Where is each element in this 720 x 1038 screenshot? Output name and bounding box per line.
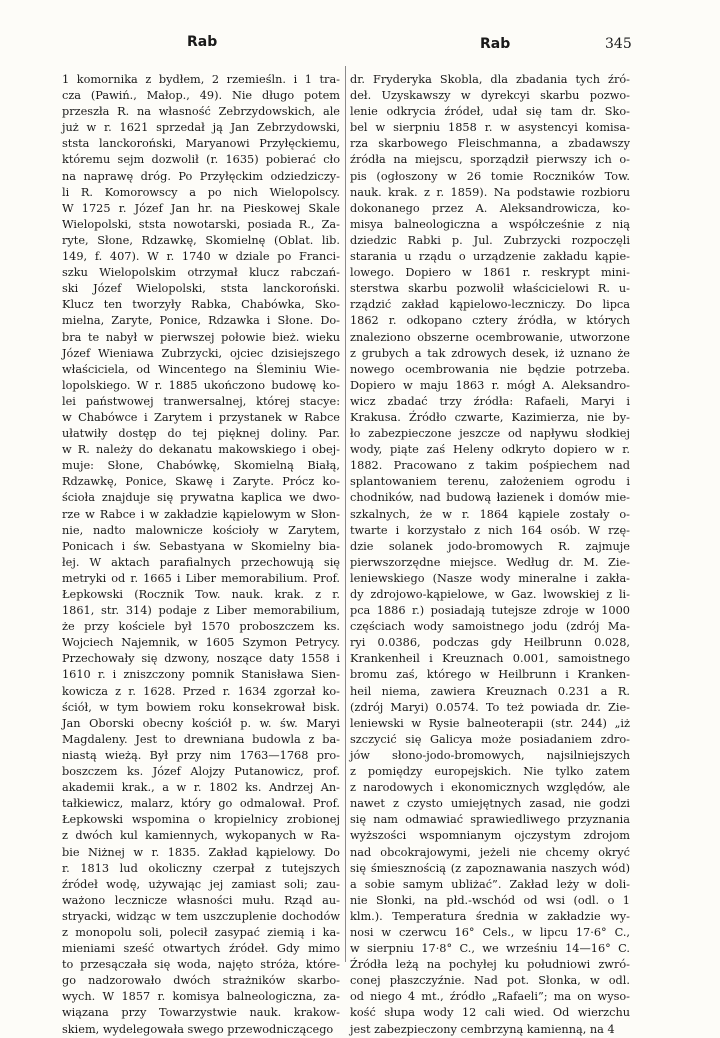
text-line: wody, piąte zaś Heleny odkryto dopiero w r. <box>350 443 630 457</box>
text-line: pierwszorzędne miejsce. Według dr. M. Zie- <box>350 555 630 569</box>
text-line: z grubych a tak zdrowych desek, iż uznano że <box>350 346 630 360</box>
text-line: ski Józef Wielopolski, ststa lanckoroński. <box>62 282 340 296</box>
text-line: 1 komornika z bydłem, 2 rzemieśln. i 1 tra- <box>62 73 340 86</box>
right-text-column <box>350 72 630 1036</box>
text-line: klm.). Temperatura średnia w zakładzie wy- <box>350 909 630 923</box>
running-header <box>0 34 720 56</box>
text-line: Klucz ten tworzyły Rabka, Chabówka, Sko- <box>62 298 340 312</box>
text-line: stryacki, widząc w tem uszczuplenie dochodów <box>62 909 340 923</box>
text-line: tałkiewicz, malarz, który go odmalował. Prof. <box>62 797 340 811</box>
text-line: 1610 r. i zniszczony pomnik Stanisława Sien- <box>62 668 340 682</box>
text-line: że przy kościele był 1570 proboszczem ks. <box>62 620 340 634</box>
text-line: Jan Oborski obecny kościół p. w. św. Maryi <box>62 716 340 730</box>
text-line: li R. Komorowscy a po nich Wielopolscy. <box>62 185 340 199</box>
text-line: (zdrój Maryi) 0.0574. To też powiada dr. Zie- <box>350 700 630 714</box>
text-line: ryte, Słone, Rdzawkę, Skomielnę (Oblat. lib. <box>62 233 340 247</box>
text-line: starania u rządu o urządzenie zakładu kąpie- <box>350 250 630 264</box>
text-line: bromu zaś, którego w Heilbrunn i Kranken- <box>350 668 630 682</box>
text-line: 149, f. 407). W r. 1740 w dziale po Franci- <box>62 250 340 264</box>
text-line: Krankenheil i Kreuznach 0.001, samoistnego <box>350 652 630 666</box>
text-line: rze w Rabce i w zakładzie kąpielowym w Słon- <box>62 507 340 521</box>
text-line: dokonanego przez A. Aleksandrowicza, ko- <box>350 201 630 215</box>
text-line: lei państwowej tranwersalnej, której stacye: <box>62 394 340 408</box>
text-line: Przechowały się dzwony, noszące daty 1558 i <box>62 652 340 666</box>
text-line: leniewskiego (Nasze wody mineralne i zakła- <box>350 571 630 585</box>
text-line: misya balneologiczna a współcześnie z nią <box>350 217 630 231</box>
text-line: szkalnych, że w r. 1864 kąpiele zostały o- <box>350 507 630 521</box>
text-line: Ponicach i św. Sebastyana w Skomielny bia- <box>62 539 340 553</box>
text-line: Magdaleny. Jest to drewniana budowla z ba- <box>62 732 340 746</box>
text-line: Rdzawkę, Ponice, Skawę i Zaryte. Prócz ko- <box>62 475 340 489</box>
left-text-column <box>62 72 340 1036</box>
text-line: się śmiesznością (z zapoznawania naszych wód) <box>350 861 630 875</box>
text-line: lopolskiego. W r. 1885 ukończono budowę ko- <box>62 378 340 392</box>
text-line: właściciela, od Wincentego na Śleminiu Wie- <box>62 362 340 376</box>
text-line: deł. Uzyskawszy w dyrekcyi skarbu pozwo- <box>350 89 630 103</box>
header-center-keyword: Rab <box>480 36 511 52</box>
header-left-keyword: Rab <box>187 34 218 50</box>
text-line: niastą wieżą. Był przy nim 1763—1768 pro- <box>62 748 340 762</box>
text-line: nowego ocembrowania nie będzie potrzeba. <box>350 362 630 376</box>
text-line: mielna, Zaryte, Ponice, Rdzawka i Słone. Do- <box>62 314 340 328</box>
text-line: W 1725 r. Józef Jan hr. na Pieskowej Skale <box>62 201 340 215</box>
text-line: mieniami sześć otwartych źródeł. Gdy mimo <box>62 942 340 956</box>
text-line: nauk. krak. z r. 1859). Na podstawie rozbioru <box>350 185 630 199</box>
text-line: to przesączała się woda, najęto stróża, które- <box>62 958 340 972</box>
text-line: wych. W 1857 r. komisya balneologiczna, za- <box>62 990 340 1004</box>
text-line: nad obcokrajowymi, jeżeli nie chcemy okryć <box>350 845 630 859</box>
text-line: Łepkowski wspomina o kropielnicy zrobionej <box>62 813 340 827</box>
text-line: lenie odkrycia źródeł, udał się tam dr. Sko- <box>350 105 630 119</box>
text-line: nawet z czysto umiejętnych zasad, nie godzi <box>350 797 630 811</box>
text-line: częściach wody samoistnego jodu (zdrój Ma- <box>350 620 630 634</box>
text-line: Krakusa. Źródło czwarte, Kazimierza, nie by- <box>350 410 630 424</box>
text-line: rza skarbowego Fleischmanna, a zbadawszy <box>350 137 630 151</box>
text-line: bra te nabył w pierwszej połowie bież. wieku <box>62 330 340 344</box>
text-line: źródła na miejscu, sporządził pierwszy ich o- <box>350 153 630 167</box>
text-line: w R. należy do dekanatu makowskiego i obej- <box>62 443 340 457</box>
text-line: Wojciech Najemnik, w 1605 Szymon Petrycy. <box>62 636 340 650</box>
text-line: szku Wielopolskim otrzymał klucz rabczań- <box>62 266 340 280</box>
text-line: dy zdrojowo-kąpielowe, w Gaz. lwowskiej z li- <box>350 588 630 601</box>
text-line: kość słupa wody 12 cali wied. Od wierzchu <box>350 1006 630 1020</box>
text-line: na naprawę dróg. Po Przyłęckim odziedziczy- <box>62 169 340 183</box>
text-line: bie Niżnej w r. 1835. Zakład kąpielowy. Do <box>62 845 340 859</box>
text-line: nie Słonki, na płd.-wschód od wsi (odl. o 1 <box>350 893 630 907</box>
text-line: 1861, str. 314) podaje z Liber memorabilium, <box>62 604 340 618</box>
text-line: już w r. 1621 sprzedał ją Jan Zebrzydowski, <box>62 121 340 135</box>
text-line: 1882. Pracowano z takim pośpiechem nad <box>350 459 630 473</box>
text-line: dr. Fryderyka Skobla, dla zbadania tych źró- <box>350 73 630 86</box>
text-line: z monopolu soli, polecił zasypać ziemią i ka- <box>62 925 340 939</box>
text-line: szczycić się Galicya może posiadaniem zdro- <box>350 732 630 746</box>
text-line: z narodowych i ekonomicznych względów, ale <box>350 781 630 795</box>
text-line: Źródła leżą na pochyłej ku południowi zwró- <box>350 958 630 972</box>
text-line: dziedzic Rabki p. Jul. Zubrzycki rozpoczęli <box>350 233 630 247</box>
text-line: z dwóch kul kamiennych, wykopanych w Ra- <box>62 829 340 843</box>
text-line: jest zabezpieczony cembrzyną kamienną, na 4 <box>350 1022 615 1036</box>
text-line: Wielopolski, ststa nowotarski, posiada R., Za- <box>62 217 340 231</box>
text-line: nosi w czerwcu 16° Cels., w lipcu 17·6° C., <box>350 925 630 939</box>
text-line: w sierpniu 17·8° C., we wrześniu 14—16° C. <box>350 942 630 956</box>
text-line: ryi 0.0386, podczas gdy Heilbrunn 0.028, <box>350 636 630 650</box>
text-line: Łepkowski (Rocznik Tow. nauk. krak. z r. <box>62 588 340 601</box>
text-line: rządzić zakład kąpielowo-leczniczy. Do lipca <box>350 298 630 312</box>
text-line: ło zabezpieczone jeszcze od napływu słodkiej <box>350 427 630 441</box>
text-line: akademii krak., a w r. 1802 ks. Andrzej An- <box>62 781 340 795</box>
text-line: łej. W aktach parafialnych przechowują się <box>62 555 340 569</box>
text-line: pca 1886 r.) posiadają tutejsze zdroje w 1000 <box>350 604 630 618</box>
text-line: kowicza z r. 1628. Przed r. 1634 zgorzał ko- <box>62 684 340 698</box>
text-line: wyższości wspomnianym ojczystym zdrojom <box>350 829 630 843</box>
text-line: się nam odmawiać sprawiedliwego przyznania <box>350 813 630 827</box>
text-line: z pomiędzy europejskich. Nie tylko zatem <box>350 765 630 779</box>
text-line: conej płaszczyźnie. Nad pot. Słonka, w odl. <box>350 974 630 988</box>
text-line: ułatwiły dostęp do tej pięknej doliny. Par. <box>62 427 340 441</box>
text-line: pis (ogłoszony w 26 tomie Roczników Tow. <box>350 169 630 183</box>
text-line: jów słono-jodo-bromowych, najsilniejszych <box>350 748 630 762</box>
text-line: r. 1813 lud okoliczny czerpał z tutejszych <box>62 861 340 875</box>
text-line: metryki od r. 1665 i Liber memorabilium. Prof. <box>62 571 340 585</box>
text-line: go nadzorowało dwóch strażników skarbo- <box>62 974 340 988</box>
text-line: Dopiero w maju 1863 r. mógł A. Aleksandro- <box>350 378 630 392</box>
text-line: Józef Wieniawa Zubrzycki, ojciec dzisiejszego <box>62 346 340 360</box>
text-line: źródeł wodę, używając jej zamiast soli; zau- <box>62 877 340 891</box>
text-line: a sobie samym ubliżać”. Zakład leży w doli- <box>350 877 630 891</box>
text-line: wiązana przy Towarzystwie nauk. krakow- <box>62 1006 340 1020</box>
text-line: 1862 r. odkopano cztery źródła, w których <box>350 314 630 328</box>
text-line: wicz zbadać trzy źródła: Rafaeli, Maryi i <box>350 394 630 408</box>
text-line: dzie solanek jodo-bromowych R. zajmuje <box>350 539 630 553</box>
text-line: w Chabówce i Zarytem i przystanek w Rabce <box>62 410 340 424</box>
text-line: lowego. Dopiero w 1861 r. reskrypt mini- <box>350 266 630 280</box>
text-line: bel w sierpniu 1858 r. w asystencyi komisa- <box>350 121 630 135</box>
text-line: któremu sejm dozwolił (r. 1635) pobierać cło <box>62 153 340 167</box>
text-line: sterstwa skarbu pozwolił właścicielowi R. u- <box>350 282 630 296</box>
text-line: przeszła R. na własność Zebrzydowskich, ale <box>62 105 340 119</box>
text-line: nie, nadto malownicze kościoły w Zarytem, <box>62 523 340 537</box>
text-line: cza (Pawiń., Małop., 49). Nie długo potem <box>62 89 340 103</box>
text-line: ściół, w tym bowiem roku konsekrował bisk. <box>62 700 340 714</box>
text-line: chodników, nad budową łazienek i domów mie- <box>350 491 630 505</box>
column-divider <box>345 66 346 962</box>
text-line: muje: Słone, Chabówkę, Skomielną Białą, <box>62 459 340 473</box>
text-line: twarte i korzystało z nich 164 osób. W rzę- <box>350 523 630 537</box>
text-line: leniewski w Rysie balneoterapii (str. 244) „iż <box>350 716 630 730</box>
text-line: boszczem ks. Józef Alojzy Putanowicz, prof. <box>62 765 340 779</box>
text-line: ważono lecznicze własności mułu. Rząd au- <box>62 893 340 907</box>
text-line: skiem, wydelegowała swego przewodniczącego <box>62 1022 334 1036</box>
text-line: od niego 4 mt., źródło „Rafaeli”; ma on wyso- <box>350 990 630 1004</box>
text-line: ststa lanckoroński, Maryanowi Przyłęckiemu, <box>62 137 340 151</box>
text-line: splantowaniem terenu, założeniem ogrodu i <box>350 475 630 489</box>
text-line: ścioła znajduje się prywatna kaplica we dwo- <box>62 491 340 505</box>
text-line: heil niema, zawiera Kreuznach 0.231 a R. <box>350 684 630 698</box>
text-line: znaleziono obszerne ocembrowanie, utworzone <box>350 330 630 344</box>
page-number: 345 <box>605 36 632 52</box>
